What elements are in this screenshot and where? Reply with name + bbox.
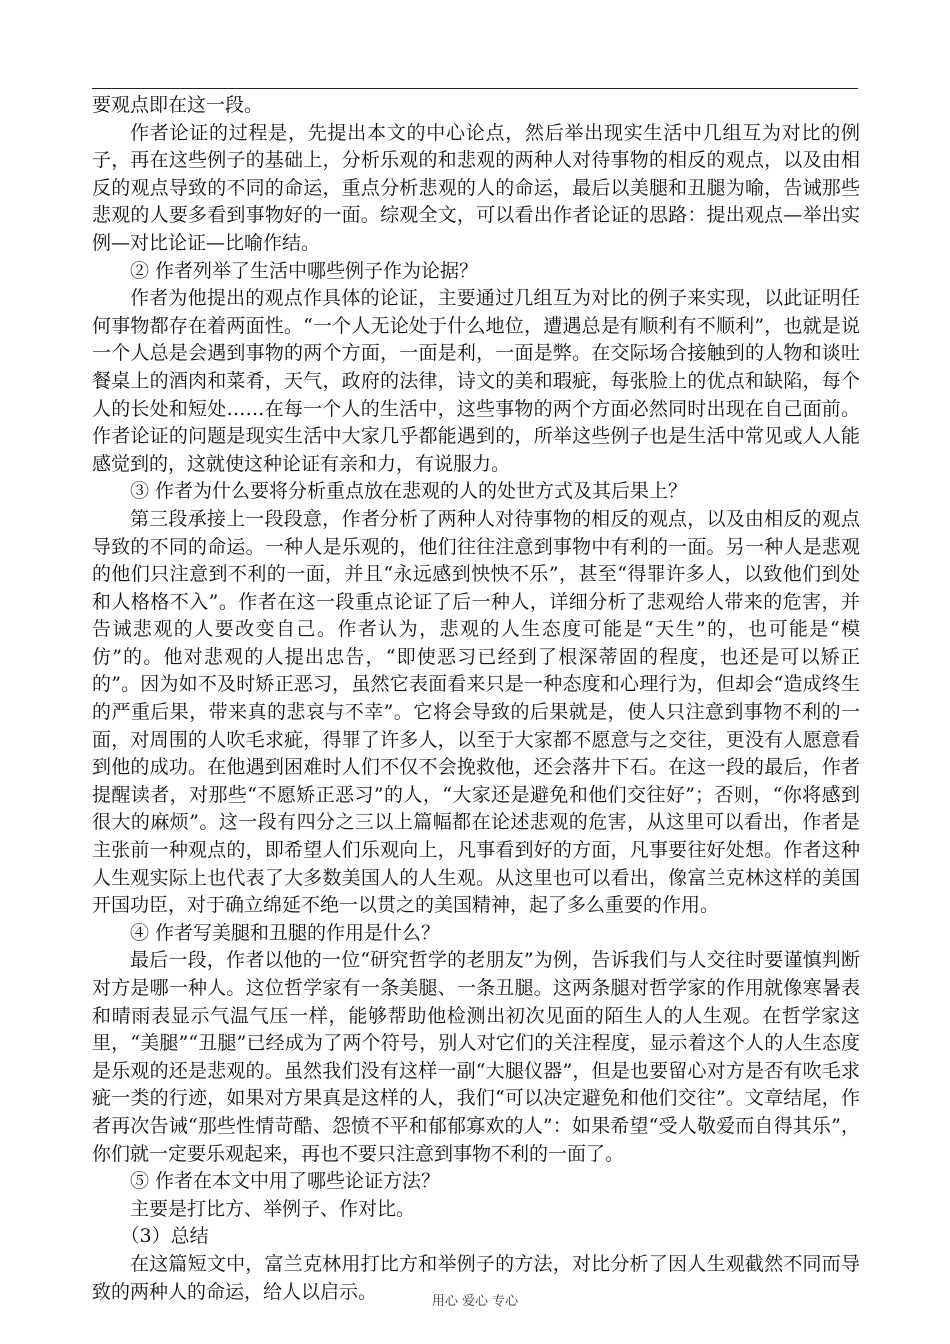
paragraph-summary: 在这篇短文中，富兰克林用打比方和举例子的方法，对比分析了因人生观截然不同而导致的两种人的命运，给人以启示。: [92, 1252, 860, 1303]
page-footer: 用心 爱心 专心: [431, 1294, 519, 1309]
paragraph-methods: 主要是打比方、举例子、作对比。: [130, 1197, 416, 1220]
paragraph-continuation: 要观点即在这一段。: [92, 94, 264, 116]
question-2: ② 作者列举了生活中哪些例子作为论据？: [130, 259, 479, 282]
question-5: ⑤ 作者在本文中用了哪些论证方法？: [130, 1170, 441, 1193]
section-heading-summary: （3）总结: [120, 1225, 209, 1248]
document-body: [92, 92, 860, 1306]
header-rule: [92, 88, 858, 89]
paragraph-examples: 作者为他提出的观点作具体的论证，主要通过几组互为对比的例子来实现，以此证明任何事物都存在着两面性。“一个人无论处于什么地位，遭遇总是有顺利有不顺利”，也就是说一个人总是会遇到事物的两个方面，一面是利，一面是弊。在交际场合接触到的人物和谈吐餐桌上的酒肉和菜肴，天气，政府的法律，诗文的美和瑕疵，每张脸上的优点和缺陷，每个人的长处和短处……在每一个人的生活中，这些事物的两个方面必然同时出现在自己面前。作者论证的问题是现实生活中大家几乎都能遇到的，所举这些例子也是生活中常见或人人能感觉到的，这就使这种论证有亲和力，有说服力。: [92, 287, 860, 475]
paragraph-legs-metaphor: 最后一段，作者以他的一位“研究哲学的老朋友”为例，告诉我们与人交往时要谨慎判断对方是哪一种人。这位哲学家有一条美腿、一条丑腿。这两条腿对哲学家的作用就像寒暑表和晴雨表显示气温气压一样，能够帮助他检测出初次见面的陌生人的人生观。在哲学家这里，“美腿”“丑腿”已经成为了两个符号，别人对它们的关注程度，显示着这个人的人生态度是乐观的还是悲观的。虽然我们没有这样一副“大腿仪器”，但是也要留心对方是否有吹毛求疵一类的行迹，如果对方果真是这样的人，我们“可以决定避免和他们交往”。文章结尾，作者再次告诫“那些性情苛酷、怨愤不平和郁郁寡欢的人”：如果希望“受人敬爱而自得其乐”，你们就一定要乐观起来，再也不要只注意到事物不利的一面了。: [92, 949, 860, 1165]
question-3: ③ 作者为什么要将分析重点放在悲观的人的处世方式及其后果上？: [130, 480, 688, 503]
paragraph-argument-process: 作者论证的过程是，先提出本文的中心论点，然后举出现实生活中几组互为对比的例子，再在这些例子的基础上，分析乐观的和悲观的两种人对待事物的相反的观点，以及由相反的观点导致的不同的命运，重点分析悲观的人的命运，最后以美腿和丑腿为喻，告诫那些悲观的人要多看到事物好的一面。综观全文，可以看出作者论证的思路：提出观点—举出实例—对比论证—比喻作结。: [92, 121, 860, 254]
paragraph-pessimism-analysis: 第三段承接上一段段意，作者分析了两种人对待事物的相反的观点，以及由相反的观点导致的不同的命运。一种人是乐观的，他们往往注意到事物中有利的一面。另一种人是悲观的他们只注意到不利的一面，并且“永远感到怏怏不乐”，甚至“得罪许多人，以致他们到处和人格格不入”。作者在这一段重点论证了后一种人，详细分析了悲观给人带来的危害，并告诫悲观的人要改变自己。作者认为，悲观的人生态度可能是“天生”的，也可能是“模仿”的。他对悲观的人提出忠告，“即使恶习已经到了根深蒂固的程度，也还是可以矫正的”。因为如不及时矫正恶习，虽然它表面看来只是一种态度和心理行为，但却会“造成终生的严重后果，带来真的悲哀与不幸”。它将会导致的后果就是，使人只注意到事物不利的一面，对周围的人吹毛求疵，得罪了许多人，以至于大家都不愿意与之交往，更没有人愿意看到他的成功。在他遇到困难时人们不仅不会挽救他，还会落井下石。在这一段的最后，作者提醒读者，对那些“不愿矫正恶习”的人，“大家还是避免和他们交往好”；否则，“你将感到很大的麻烦”。这一段有四分之三以上篇幅都在论述悲观的危害，从这里可以看出，作者是主张前一种观点的，即希望人们乐观向上，凡事看到好的方面，凡事要往好处想。作者这种人生观实际上也代表了大多数美国人的人生观。从这里也可以看出，像富兰克林这样的美国开国功臣，对于确立绵延不绝一以贯之的美国精神，起了多么重要的作用。: [92, 507, 860, 917]
question-4: ④ 作者写美腿和丑腿的作用是什么？: [130, 921, 441, 944]
